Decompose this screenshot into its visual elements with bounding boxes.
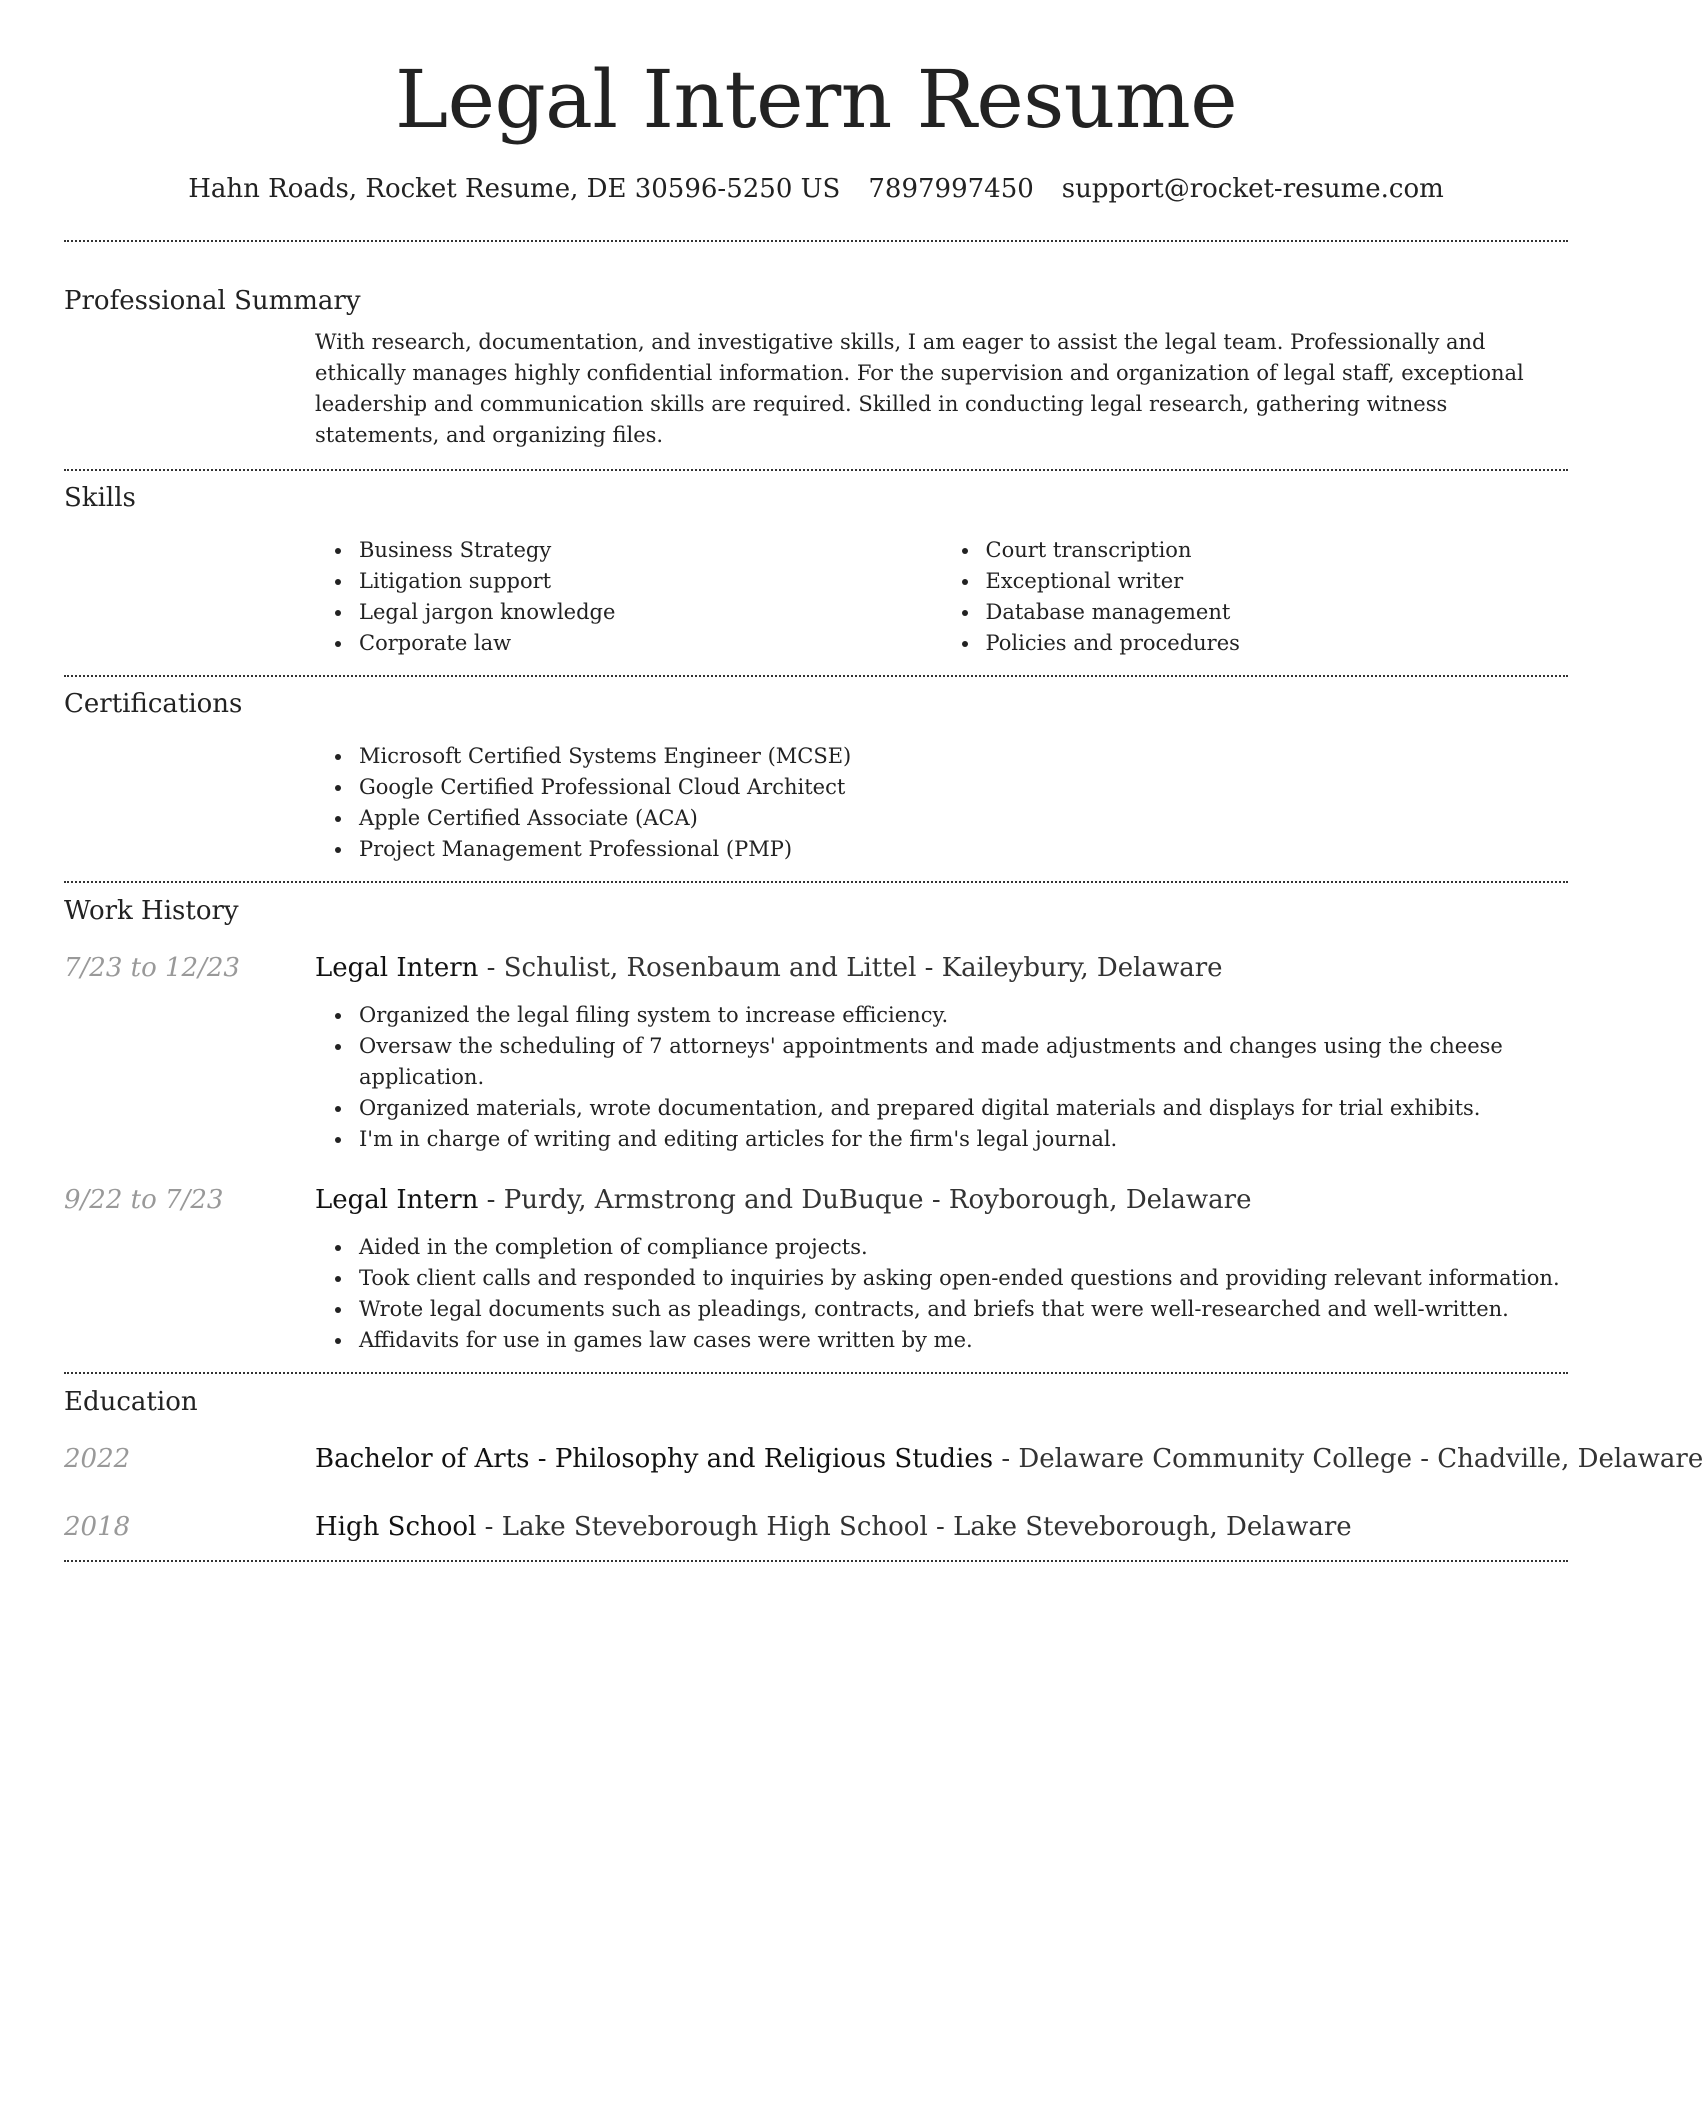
job-bullets	[315, 1000, 1568, 1155]
education-details: - Lake Steveborough High School - Lake Steveborough, Delaware	[476, 1512, 1352, 1542]
job-bullets	[315, 1232, 1568, 1356]
job-bullet: Aided in the completion of compliance projects.	[359, 1232, 1568, 1263]
education-year: 2018	[64, 1512, 131, 1542]
resume-page	[64, 0, 1703, 1562]
job-details: - Purdy, Armstrong and DuBuque - Royborough, Delaware	[478, 1185, 1252, 1215]
job-title	[315, 951, 1223, 985]
education-title	[315, 1442, 1703, 1476]
job-role: Legal Intern	[315, 953, 479, 983]
skill-item: Corporate law	[359, 628, 942, 659]
certification-item: Microsoft Certified Systems Engineer (MCSE)	[359, 741, 1568, 772]
job-role: Legal Intern	[315, 1185, 479, 1215]
skill-item: Database management	[986, 597, 1569, 628]
certification-item: Apple Certified Associate (ACA)	[359, 803, 1568, 834]
section-title-certifications: Certifications	[64, 689, 243, 719]
skill-item: Litigation support	[359, 566, 942, 597]
education-entry	[64, 1442, 1703, 1476]
job-bullet: Organized materials, wrote documentation, and prepared digital materials and displays for trial exhibits.	[359, 1093, 1568, 1124]
skill-item: Exceptional writer	[986, 566, 1569, 597]
divider	[64, 1560, 1568, 1562]
skills-list-right	[942, 535, 1569, 659]
contact-address: Hahn Roads, Rocket Resume, DE 30596-5250 US	[188, 174, 841, 204]
education-entry	[64, 1510, 1568, 1544]
contact-line	[64, 172, 1568, 206]
skill-item: Court transcription	[986, 535, 1569, 566]
job-entry	[64, 951, 1568, 1155]
job-details: - Schulist, Rosenbaum and Littel - Kaileybury, Delaware	[478, 953, 1223, 983]
education-details: - Delaware Community College - Chadville, Delaware	[993, 1444, 1703, 1474]
job-entry	[64, 1183, 1568, 1356]
skills-list-left	[315, 535, 942, 659]
section-title-education: Education	[64, 1387, 198, 1417]
certification-item: Project Management Professional (PMP)	[359, 834, 1568, 865]
job-title	[315, 1183, 1251, 1217]
section-title-skills: Skills	[64, 483, 136, 513]
education-degree: Bachelor of Arts - Philosophy and Religious Studies	[315, 1444, 994, 1474]
job-bullet: Took client calls and responded to inquiries by asking open-ended questions and providing relevant information.	[359, 1263, 1568, 1294]
education-title	[315, 1510, 1352, 1544]
education-degree: High School	[315, 1512, 477, 1542]
skill-item: Policies and procedures	[986, 628, 1569, 659]
resume-title: Legal Intern Resume	[394, 53, 1238, 146]
contact-email[interactable]: support@rocket-resume.com	[1061, 174, 1444, 204]
contact-phone: 7897997450	[868, 174, 1034, 204]
summary-text: With research, documentation, and investigative skills, I am eager to assist the legal team. Professionally and ethically manages highly confidential information. For the supervision and organization of legal staff, exceptional leadership and communication skills are required. Skilled in conducting legal research, gathering witness statements, and organizing files.	[315, 330, 1524, 447]
job-dates: 7/23 to 12/23	[64, 953, 240, 983]
job-bullet: Affidavits for use in games law cases were written by me.	[359, 1325, 1568, 1356]
skills-section	[64, 471, 1568, 675]
certifications-list	[315, 741, 1568, 865]
work-history-section	[64, 883, 1568, 1372]
education-year: 2022	[64, 1444, 131, 1474]
job-bullet: Oversaw the scheduling of 7 attorneys' appointments and made adjustments and changes using the cheese application.	[359, 1031, 1568, 1093]
job-dates: 9/22 to 7/23	[64, 1185, 224, 1215]
skill-item: Business Strategy	[359, 535, 942, 566]
section-title-work-history: Work History	[64, 896, 239, 926]
job-bullet: I'm in charge of writing and editing articles for the firm's legal journal.	[359, 1124, 1568, 1155]
section-title-summary: Professional Summary	[64, 286, 361, 316]
education-section	[64, 1374, 1703, 1560]
certifications-section	[64, 677, 1568, 881]
summary-section	[64, 242, 1568, 469]
job-bullet: Wrote legal documents such as pleadings, contracts, and briefs that were well-researched and well-written.	[359, 1294, 1568, 1325]
skill-item: Legal jargon knowledge	[359, 597, 942, 628]
certification-item: Google Certified Professional Cloud Architect	[359, 772, 1568, 803]
job-bullet: Organized the legal filing system to increase efficiency.	[359, 1000, 1568, 1031]
